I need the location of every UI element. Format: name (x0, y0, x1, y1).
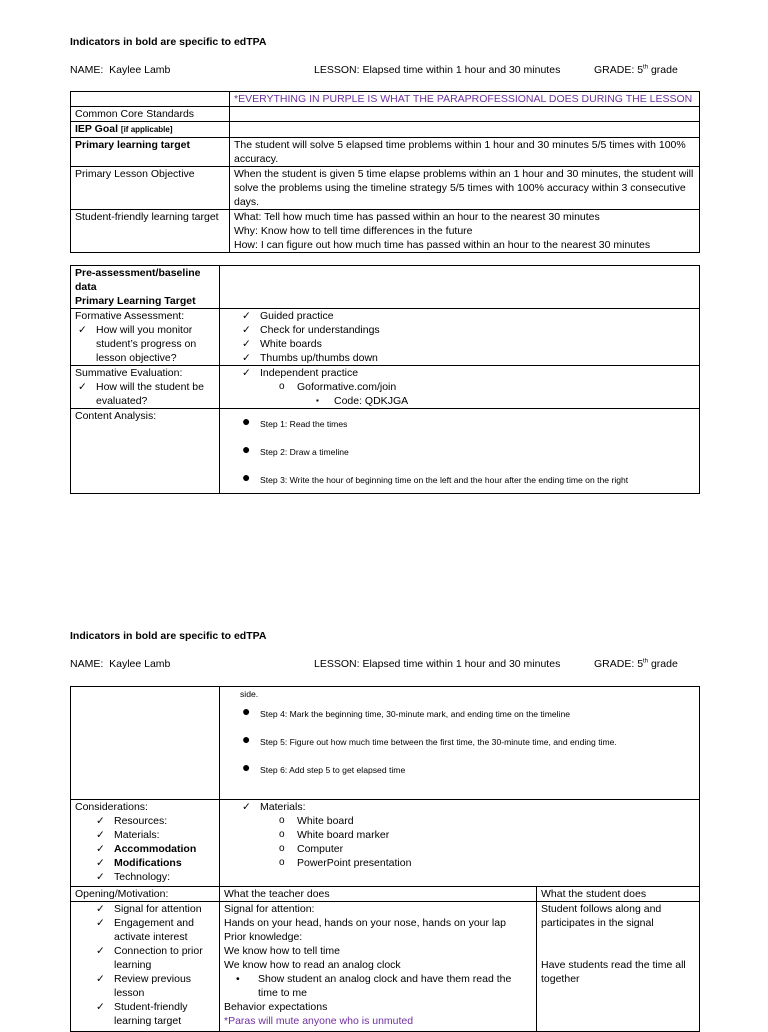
content-analysis-value (220, 409, 700, 494)
grade-label: GRADE: (594, 658, 635, 670)
primary-learning-target-value: The student will solve 5 elapsed time problems within 1 hour and 30 minutes 5/5 times with 100% accuracy. (230, 138, 700, 167)
formative-item: ✓ Thumbs up/thumbs down (242, 351, 695, 365)
behavior-expectations: Behavior expectations (224, 1001, 328, 1013)
summative-code: ▪ Code: QDKJGA (316, 394, 695, 408)
name-label: NAME: (70, 658, 104, 670)
opening-item: ✓ Signal for attention (96, 902, 215, 916)
name-field (70, 63, 170, 77)
content-step: ● Step 5: Figure out how much time between the first time, the 30-minute time, and ending time. (242, 735, 695, 749)
consideration-item: ✓ Accommodation (96, 842, 215, 856)
name-value: Kaylee Lamb (109, 64, 171, 76)
target-what: What: Tell how much time has passed within an hour to the nearest 30 minutes (234, 211, 600, 223)
content-analysis-label: Content Analysis: (71, 409, 220, 494)
materials-header-list (224, 800, 695, 814)
summative-code-list (224, 394, 695, 408)
teacher-line: Prior knowledge: (224, 931, 303, 943)
considerations-list (75, 814, 215, 884)
target-why: Why: Know how to tell time differences in the future (234, 225, 473, 237)
consideration-item: ✓ Technology: (96, 870, 215, 884)
grade-sup: th (643, 64, 649, 71)
opening-item: ✓ Student-friendly learning target (96, 1000, 215, 1028)
formative-question: ✓ How will you monitor student’s progress on lesson objective? (78, 323, 215, 365)
teacher-line: Signal for attention: (224, 903, 315, 915)
summative-title: Summative Evaluation: (75, 367, 183, 379)
common-core-value (230, 107, 700, 122)
pre-assessment-value (220, 266, 700, 309)
grade-sup: th (643, 658, 649, 665)
summative-sub-list (224, 380, 695, 394)
content-step: ● Step 1: Read the times (242, 417, 695, 431)
common-core-label: Common Core Standards (71, 107, 230, 122)
name-value: Kaylee Lamb (109, 658, 171, 670)
continued-steps (224, 701, 695, 777)
summative-item: ✓ Independent practice (242, 366, 695, 380)
formative-title: Formative Assessment: (75, 310, 185, 322)
grade-word: grade (650, 64, 678, 76)
teacher-column-header: What the teacher does (220, 887, 537, 902)
opening-items (75, 902, 215, 1028)
teacher-bullet: • Show student an analog clock and have them read the time to me (230, 972, 532, 1000)
opening-item: ✓ Engagement and activate interest (96, 916, 215, 944)
lesson-plan-table (70, 686, 700, 1032)
summative-evaluation-label (71, 366, 220, 409)
student-friendly-target-value (230, 210, 700, 253)
lesson-field (314, 63, 560, 77)
materials-cell (220, 800, 700, 887)
student-actions-cell (537, 902, 700, 1032)
iep-goal-text: IEP Goal (75, 123, 118, 135)
material-item: o PowerPoint presentation (279, 856, 695, 870)
teacher-line: We know how to read an analog clock (224, 959, 401, 971)
material-item: o White board marker (279, 828, 695, 842)
name-field-2 (70, 657, 170, 671)
student-spacer (541, 930, 695, 958)
teacher-line: Hands on your head, hands on your nose, hands on your lap (224, 917, 506, 929)
continuation-label (71, 687, 220, 800)
primary-learning-target-text: Primary Learning Target (75, 295, 196, 307)
material-item: o Computer (279, 842, 695, 856)
summative-evaluation-value (220, 366, 700, 409)
lesson-label: LESSON: (314, 658, 360, 670)
summative-sub-item: o Goformative.com/join (279, 380, 695, 394)
assessment-table (70, 265, 700, 494)
formative-item: ✓ Guided practice (242, 309, 695, 323)
grade-num: 5 (637, 64, 644, 76)
content-steps (224, 409, 695, 487)
student-line: Have students read the time all together (541, 959, 686, 985)
consideration-item: ✓ Modifications (96, 856, 215, 870)
iep-goal-value (230, 122, 700, 138)
teacher-actions-cell (220, 902, 537, 1032)
continued-text: side. (240, 689, 259, 699)
grade-num: 5 (637, 658, 644, 670)
summative-items (224, 366, 695, 380)
lesson-value: Elapsed time within 1 hour and 30 minutes (362, 64, 561, 76)
standards-table (70, 91, 700, 253)
considerations-label (71, 800, 220, 887)
continuation-steps-cell (220, 687, 700, 800)
iep-goal-label (71, 122, 230, 138)
grade-label: GRADE: (594, 64, 635, 76)
paraprofessional-note: *EVERYTHING IN PURPLE IS WHAT THE PARAPROFESSIONAL DOES DURING THE LESSON (230, 92, 700, 107)
content-step: ● Step 6: Add step 5 to get elapsed time (242, 763, 695, 777)
formative-assessment-value (220, 309, 700, 366)
opening-items-cell (71, 902, 220, 1032)
para-mute-note: *Paras will mute anyone who is unmuted (224, 1015, 414, 1027)
pre-assessment-text: Pre-assessment/baseline data (75, 267, 201, 293)
lesson-label: LESSON: (314, 64, 360, 76)
primary-lesson-objective-value: When the student is given 5 time elapse problems within an 1 hour and 30 minutes, the student will solve the problems using the timeline strategy 5/5 times with 100% accuracy within 3 consecutive days. (230, 167, 700, 210)
opening-item: ✓ Connection to prior learning (96, 944, 215, 972)
materials-label: ✓ Materials: (242, 800, 695, 814)
content-step: ● Step 3: Write the hour of beginning time on the left and the hour after the ending time on the right (242, 473, 695, 487)
grade-field (594, 63, 678, 77)
lesson-field-2 (314, 657, 560, 671)
formative-assessment-label (71, 309, 220, 366)
teacher-bullets (224, 972, 532, 1000)
grade-field-2 (594, 657, 678, 671)
primary-learning-target-label: Primary learning target (71, 138, 230, 167)
iep-goal-small: [if applicable] (120, 125, 173, 134)
empty-cell (71, 92, 230, 107)
content-step: ● Step 2: Draw a timeline (242, 445, 695, 459)
content-step: ● Step 4: Mark the beginning time, 30-minute mark, and ending time on the timeline (242, 707, 695, 721)
summative-question-list (75, 380, 215, 408)
summative-question: ✓ How will the student be evaluated? (78, 380, 215, 408)
opening-item: ✓ Review previous lesson (96, 972, 215, 1000)
materials-list (224, 814, 695, 870)
edtpa-indicator-note: Indicators in bold are specific to edTPA (70, 36, 267, 48)
material-item: o White board (279, 814, 695, 828)
name-label: NAME: (70, 64, 104, 76)
consideration-item: ✓ Resources: (96, 814, 215, 828)
consideration-item: ✓ Materials: (96, 828, 215, 842)
edtpa-indicator-note-2: Indicators in bold are specific to edTPA (70, 630, 267, 642)
pre-assessment-label (71, 266, 220, 309)
formative-item: ✓ White boards (242, 337, 695, 351)
student-line: Student follows along and participates in the signal (541, 903, 662, 929)
primary-lesson-objective-label: Primary Lesson Objective (71, 167, 230, 210)
target-how: How: I can figure out how much time has passed within an hour to the nearest 30 minutes (234, 239, 651, 251)
formative-question-list (75, 323, 215, 365)
teacher-line: We know how to tell time (224, 945, 340, 957)
considerations-title: Considerations: (75, 801, 148, 813)
lesson-value: Elapsed time within 1 hour and 30 minutes (362, 658, 561, 670)
formative-items (224, 309, 695, 365)
opening-label: Opening/Motivation: (71, 887, 220, 902)
student-friendly-target-label: Student-friendly learning target (71, 210, 230, 253)
student-column-header: What the student does (537, 887, 700, 902)
grade-word: grade (650, 658, 678, 670)
formative-item: ✓ Check for understandings (242, 323, 695, 337)
